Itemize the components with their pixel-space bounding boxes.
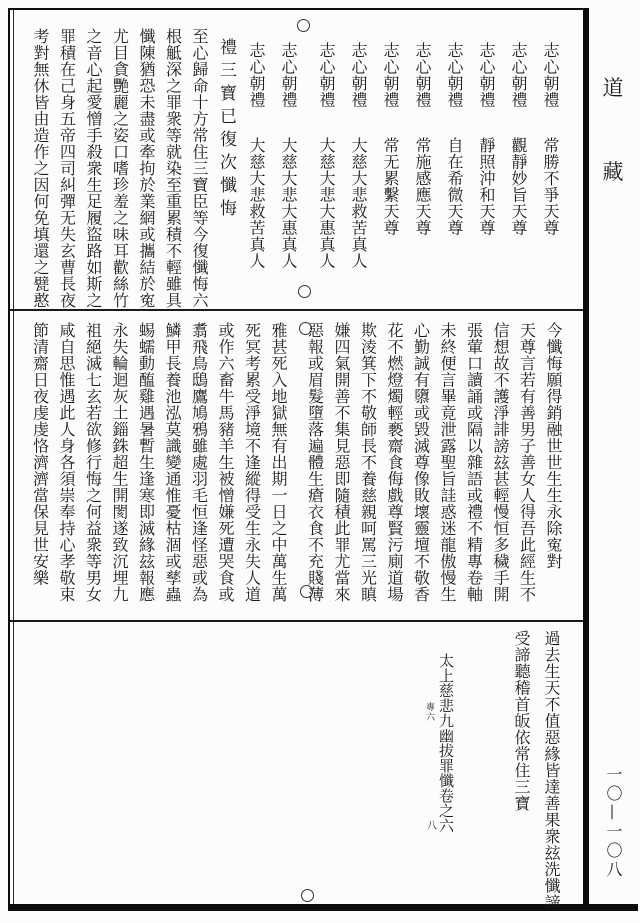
text-column: 永失輪迴灰土錙銖超生開閡遂致沉埋九 xyxy=(110,322,129,603)
section-top xyxy=(15,12,566,310)
text-column: 咸自思惟遇此人身各須崇奉持心孝敬束 xyxy=(57,322,76,603)
deity-name: 靜照沖和天尊 xyxy=(477,137,496,236)
frame-border-left-outer xyxy=(8,8,10,911)
deity-name: 大慈大悲救苦真人 xyxy=(349,137,368,269)
worship-prefix: 志心朝禮 xyxy=(509,42,528,108)
worship-prefix: 志心朝禮 xyxy=(477,42,496,108)
prose-column: 之音心起愛憎手殺衆生足履盜路如斯之 xyxy=(84,28,103,309)
worship-column xyxy=(240,12,272,310)
deity-name: 大慈大悲救苦真人 xyxy=(247,137,266,269)
page-number: 一〇—一〇八 xyxy=(604,766,623,880)
prose-column: 根觝深之罪衆等就染至重累積不輕雖具 xyxy=(163,28,183,309)
frame-border-right xyxy=(583,8,589,911)
text-column: 嫌四氣開善不集見惡即隨積此罪尤當來 xyxy=(332,322,351,603)
text-column: 今懺悔願得銷融世世生生永除寃對 xyxy=(544,322,563,570)
frame-border-left-inner xyxy=(13,10,14,908)
text-column: 信想故不護淨誹謗玆甚輕慢恒多穢手開 xyxy=(491,322,510,603)
text-column: 祖絕滅七玄若欲修行悔之何益衆等男女 xyxy=(83,322,103,603)
text-column: 心勤誠有隳或毀滅尊像敗壞靈壇不敬香 xyxy=(411,322,431,603)
section-bottom xyxy=(15,623,566,910)
deity-name: 常无累繫天尊 xyxy=(381,137,400,236)
deity-name: 觀靜妙旨天尊 xyxy=(509,137,528,236)
worship-column xyxy=(534,12,566,310)
text-column: 未終便言畢竟泄露聖旨詿惑迷龍傲慢生 xyxy=(438,322,457,603)
worship-prefix: 志心朝禮 xyxy=(279,42,298,108)
colophon-column: 太上慈悲九幽拔罪懺卷之六 xyxy=(437,653,455,833)
worship-column xyxy=(342,12,374,310)
canon-margin-label-zang: 藏 xyxy=(602,160,624,184)
prose-column: 尤目貪艷麗之姿口嗜珍羞之味耳歡絲竹 xyxy=(110,28,130,309)
worship-prefix: 志心朝禮 xyxy=(247,42,266,108)
section-middle xyxy=(15,312,566,620)
worship-prefix: 志心朝禮 xyxy=(541,42,560,108)
text-column: 過去生天不值惡緣皆達善果衆玆洗懺諦 xyxy=(542,630,561,911)
column-gap xyxy=(461,623,506,910)
text-column: 天尊言若有善男子善女人得吾此經生不 xyxy=(517,322,537,603)
deity-name: 常勝不爭天尊 xyxy=(541,137,560,236)
worship-prefix: 志心朝禮 xyxy=(413,42,432,108)
text-column: 欺淩箕下不敬師長不養慈親呵罵三光瞋 xyxy=(358,322,378,603)
colophon-fascicle-note: 專六 xyxy=(424,702,434,722)
worship-column xyxy=(310,12,342,310)
text-column: 雅甚死入地獄無有出期一日之中萬生萬 xyxy=(269,322,288,603)
worship-prefix: 志心朝禮 xyxy=(445,42,464,108)
frame-border-top xyxy=(8,8,586,10)
worship-column xyxy=(438,12,470,310)
worship-column xyxy=(502,12,534,310)
deity-name: 大慈大悲大惠真人 xyxy=(317,137,336,269)
text-column: 鱗甲長養池泓莫識變通惟憂枯涸或孳蟲 xyxy=(163,322,182,603)
column-gap xyxy=(291,312,301,620)
worship-prefix: 志心朝禮 xyxy=(317,42,336,108)
text-column: 死冥考累受淨境不逢縱得受生永失人道 xyxy=(242,322,262,603)
text-column: 翥飛鳥鴟鷹鳩鴉雖處羽毛恒逢怪惡或為 xyxy=(189,322,209,603)
prose-column: 考對無休皆由造作之因何免填還之甓憨 xyxy=(31,28,50,309)
section-divider-2 xyxy=(10,620,583,622)
text-column: 惡報或眉髮墮落遍體生瘡衣食不充賤薄 xyxy=(305,322,325,603)
prose-column: 懺陳猶恐未盡或牽拘於業網或攜結於寃 xyxy=(137,28,156,309)
worship-column xyxy=(272,12,304,310)
worship-column xyxy=(406,12,438,310)
deity-name: 自在希微天尊 xyxy=(445,137,464,236)
folio-mark: 八 xyxy=(427,821,437,832)
text-column: 花不燃燈燭輕褻齋食侮戲尊賢污廁道場 xyxy=(385,322,404,603)
worship-column xyxy=(374,12,406,310)
prose-column: 至心歸命十方常住三寶臣等今復懺悔六 xyxy=(190,28,209,309)
worship-prefix: 志心朝禮 xyxy=(349,42,368,108)
text-column: 蜴蠕動醢雞遇暑暫生逢寒即滅緣玆報應 xyxy=(136,322,156,603)
text-column: 或作六畜牛馬豬羊生被憎嫌死遭哭食或 xyxy=(216,322,235,603)
prose-column: 罪積在己身五帝四司糾彈无失玄曹長夜 xyxy=(57,28,77,309)
deity-name: 大慈大悲大惠真人 xyxy=(279,137,298,269)
text-column: 張葷口讀誦或隔以雜語或禮不精專卷軸 xyxy=(464,322,484,603)
text-column: 受諦聽稽首皈依常住三寶 xyxy=(512,630,531,812)
text-column: 節清齋日夜虔虔恪濟濟當保見世安樂 xyxy=(30,322,50,586)
canon-margin-label-dao: 道 xyxy=(602,76,624,100)
worship-prefix: 志心朝禮 xyxy=(381,42,400,108)
deity-name: 常施感應天尊 xyxy=(413,137,432,236)
rite-header-column: 禮三寶已復次懺悔 xyxy=(216,38,236,222)
worship-column xyxy=(470,12,502,310)
